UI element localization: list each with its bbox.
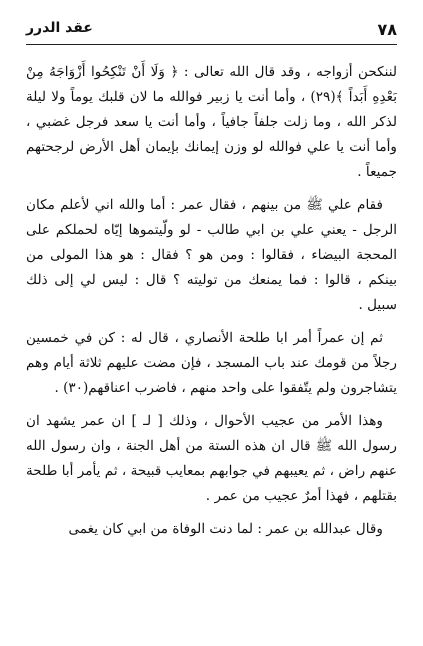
page-number: ٧٨ [377,20,397,39]
page-body [26,60,397,550]
paragraph-5: وقال عبدالله بن عمر : لما دنت الوفاة من ابي كان يغمى [68,521,383,537]
paragraph-4: وهذا الأمر من عجيب الأحوال ، وذلك [ لـ ] ان عمر يشهد ان رسول الله ﷺ قال ان هذه الستة من أهل الجنة ، وان رسول الله عنهم راض ، ثم يعيبهم في جوابهم بمعايب قبيحة ، ثم يأمر أبا طلحة بقتلهم ، فهذا أمرٌ عجيب من عمر . [26,413,397,504]
page-header [26,18,397,45]
paragraph-1: لننكحن أزواجه ، وقد قال الله تعالى : ﴿ وَلَا أَنْ تَنْكِحُوا أَزْوَاجَهُ مِنْ بَعْدِهِ أَبَداً ﴾(٢٩) ، وأما أنت يا زبير فوالله ما لان قلبك يوماً ولا ليلة لذكر الله ، وما زلت جلفاً جافياً ، وأما أنت يا سعد فرجل غضبي ، وأما أنت يا علي فوالله لو وزن إيمانك بإيمان أهل الأرض لرجحتهم جميعاً . [26,64,397,180]
paragraph-3: ثم إن عمراً أمر ابا طلحة الأنصاري ، قال له : كن في خمسين رجلاً من قومك عند باب المسجد ، فإن مضت عليهم ثلاثة أيام وهم يتشاجرون ولم يتّفقوا على واحد منهم ، فاضرب اعناقهم(٣٠) . [26,330,397,396]
paragraph-2: فقام علي ﷺ من بينهم ، فقال عمر : أما والله اني لأعلم مكان الرجل - يعني علي بن ابي طالب - لو ولّيتموها إيّاه لحملكم على المحجة البيضاء ، فقالوا : ومن هو ؟ فقال : هو هذا المولى من بينكم ، قالوا : فما يمنعك من توليته ؟ قال : ليس لي إلى ذلك سبيل . [26,197,397,313]
book-title: عقد الدرر [26,20,93,36]
